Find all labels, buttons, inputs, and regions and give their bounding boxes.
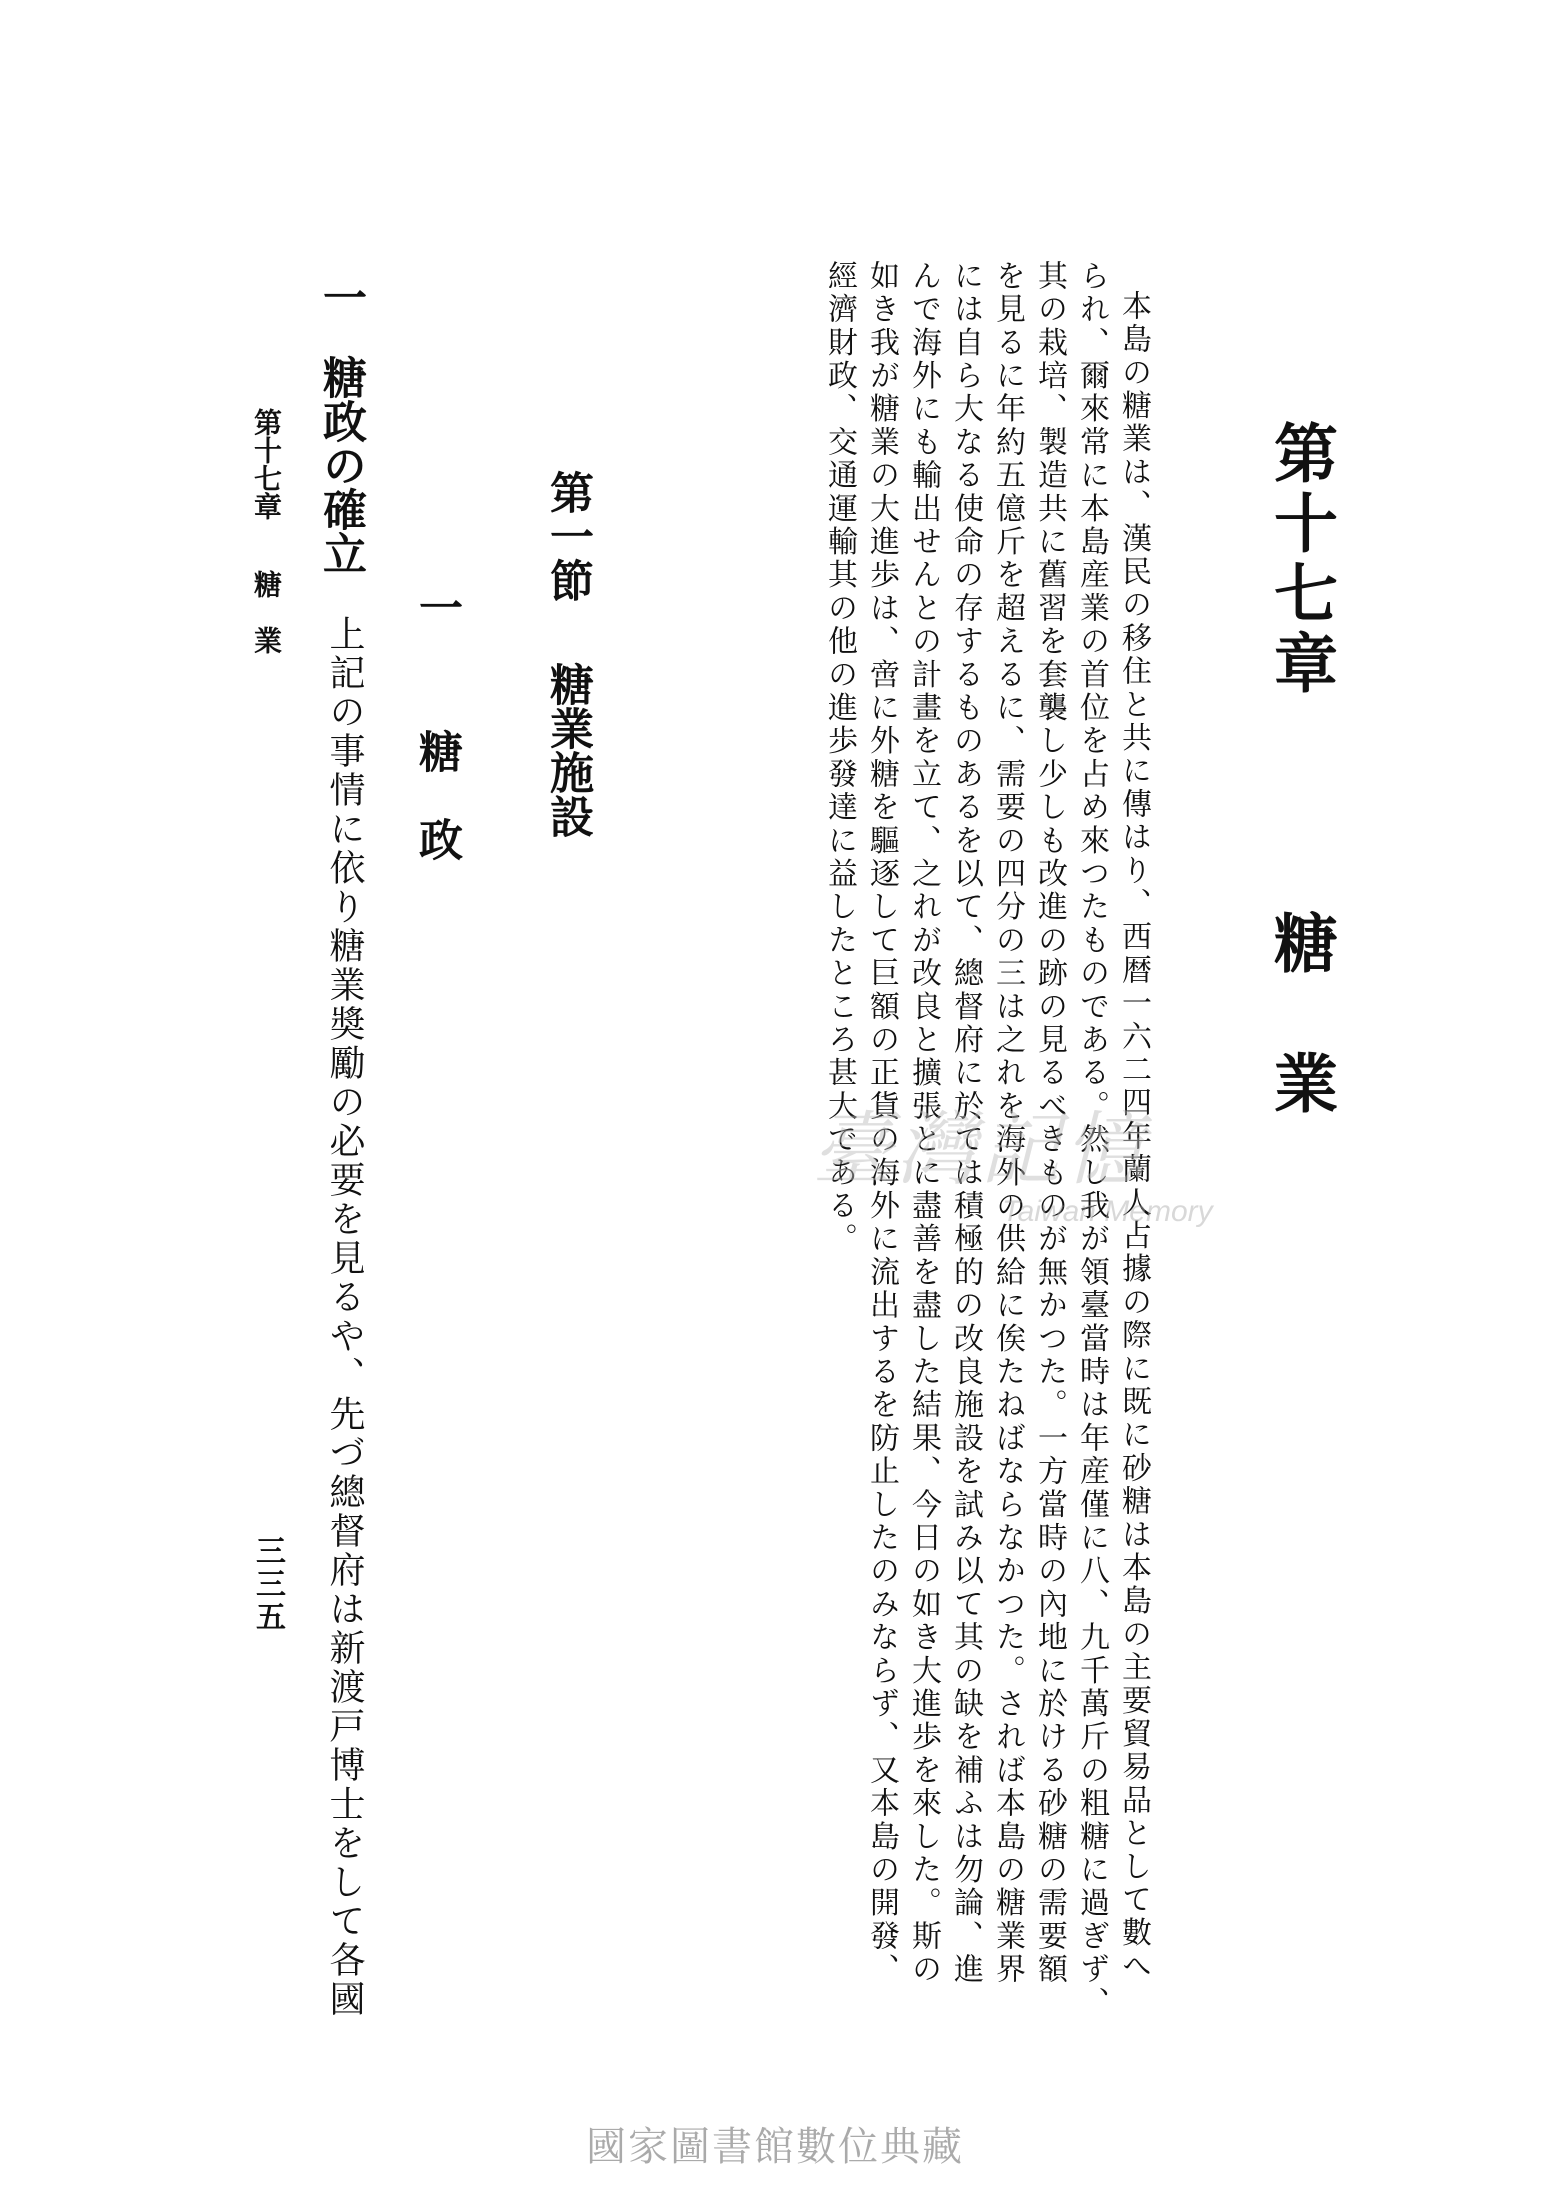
subsubsection-title: 糖政の確立: [315, 355, 366, 575]
subsubsection-number: 一: [315, 275, 366, 319]
subsection-title: 糖 政: [411, 729, 462, 861]
body-line: 本島の糖業は、漢民の移住と共に傳はり、西暦一六二四年蘭人占據の際に既に砂糖は本島の主要貿易品として數へ: [1116, 290, 1151, 1984]
body-line: られ、爾來常に本島産業の首位を占め來つたものである。然し我が領臺當時は年産僅に八、九千萬斤の粗糖に過ぎず、: [1074, 260, 1109, 2020]
chapter-number: 第十七章: [1263, 420, 1338, 700]
body-line: 如き我が糖業の大進歩は、啻に外糖を驅逐して巨額の正貨の海外に流出するを防止したのみならず、又本島の開發、: [864, 260, 899, 1987]
footer-library-credit: 國家圖書館數位典藏: [586, 2124, 964, 2170]
body-line: 經濟財政、交通運輸其の他の進歩發達に益したところ甚大である。: [822, 260, 857, 1256]
subsection-heading: [411, 585, 462, 861]
running-head: [250, 408, 283, 654]
running-head-chapter: 第十七章: [250, 408, 283, 520]
watermark-text-en: Taiwan Memory: [1002, 1195, 1213, 1228]
subsection-number: 一: [411, 585, 462, 629]
body-line: には自ら大なる使命の存するものあるを以て、總督府に於ては積極的の改良施設を試み以て其の缺を補ふは勿論、進: [948, 260, 983, 1987]
watermark-text-cn: 臺灣記憶: [812, 1103, 1148, 1196]
running-head-topic: 糖 業: [250, 570, 283, 654]
section-title: [542, 470, 593, 838]
section-number: 第一節: [542, 470, 593, 602]
chapter-title: [1263, 420, 1338, 1120]
body-line: 其の栽培、製造共に舊習を套襲し少しも改進の跡の見るべきものが無かつた。一方當時の內地に於ける砂糖の需要額: [1032, 260, 1067, 1987]
chapter-topic: 糖 業: [1263, 910, 1338, 1120]
body-line: んで海外にも輸出せんとの計畫を立て、之れが改良と擴張とに盡善を盡した結果、今日の如き大進歩を來した。斯の: [906, 260, 941, 1987]
subsubsection-text: 上記の事情に依り糖業奬勵の必要を見るや、先づ總督府は新渡戸博士をして各國: [324, 615, 365, 2019]
body-line: を見るに年約五億斤を超えるに、需要の四分の三は之れを海外の供給に俟たねばならなかつた。されば本島の糖業界: [990, 260, 1025, 1987]
watermark-logo: [812, 1085, 1252, 1235]
page-number: 三三五: [250, 1535, 285, 1634]
section-topic: 糖業施設: [542, 662, 593, 838]
